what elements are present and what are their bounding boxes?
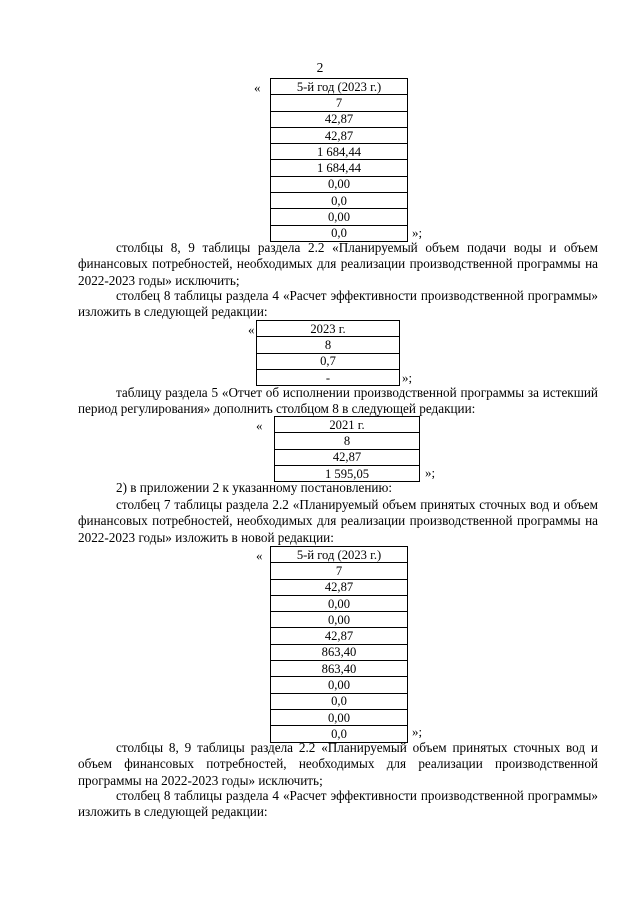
table-cell: 8 <box>275 433 420 449</box>
page-number: 2 <box>316 60 324 75</box>
table-cell: 0,00 <box>271 677 408 693</box>
table-cell: 0,7 <box>257 353 400 369</box>
open-quote: « <box>256 548 263 563</box>
close-quote: »; <box>412 225 423 240</box>
table-water-volume-2023 <box>270 78 408 242</box>
close-quote: »; <box>412 724 423 739</box>
paragraph: столбец 8 таблицы раздела 4 «Расчет эффективности производственной программы» изложить в следующей редакции: <box>78 288 598 320</box>
table-cell: 863,40 <box>271 661 408 677</box>
table-header-cell: 5-й год (2023 г.) <box>271 79 408 95</box>
table-cell: 0,0 <box>271 693 408 709</box>
open-quote: « <box>248 322 255 337</box>
table-cell: 0,00 <box>271 595 408 611</box>
table-cell: - <box>257 369 400 385</box>
open-quote: « <box>254 80 261 95</box>
table-cell: 42,87 <box>271 127 408 143</box>
table-header-cell: 5-й год (2023 г.) <box>271 547 408 563</box>
close-quote: »; <box>402 370 413 385</box>
table-cell: 0,00 <box>271 709 408 725</box>
paragraph: столбец 7 таблицы раздела 2.2 «Планируемый объем принятых сточных вод и объем финансовых потребностей, необходимых для реализации производственной программы на 2022-2023 годы» изложить в новой редакции: <box>78 497 598 545</box>
table-cell: 7 <box>271 95 408 111</box>
table-cell: 1 684,44 <box>271 160 408 176</box>
table-cell: 0,0 <box>271 225 408 241</box>
table-cell: 42,87 <box>271 111 408 127</box>
table-cell: 7 <box>271 563 408 579</box>
table-cell: 0,00 <box>271 612 408 628</box>
paragraph: столбцы 8, 9 таблицы раздела 2.2 «Планируемый объем подачи воды и объем финансовых потребностей, необходимых для реализации производственной программы на 2022-2023 годы» исключить; <box>78 240 598 288</box>
table-cell: 0,0 <box>271 726 408 742</box>
paragraph: столбец 8 таблицы раздела 4 «Расчет эффективности производственной программы» изложить в следующей редакции: <box>78 788 598 820</box>
open-quote: « <box>256 418 263 433</box>
table-wastewater-volume-2023 <box>270 546 408 743</box>
paragraph: столбцы 8, 9 таблицы раздела 2.2 «Планируемый объем принятых сточных вод и объем финансовых потребностей, необходимых для реализации производственной программы на 2022-2023 годы» исключить; <box>78 740 598 788</box>
table-cell: 42,87 <box>271 579 408 595</box>
table-header-cell: 2021 г. <box>275 417 420 433</box>
table-cell: 42,87 <box>275 449 420 465</box>
table-cell: 0,0 <box>271 193 408 209</box>
table-cell: 42,87 <box>271 628 408 644</box>
paragraph: 2) в приложении 2 к указанному постановлению: <box>116 480 393 495</box>
table-header-cell: 2023 г. <box>257 321 400 337</box>
table-cell: 0,00 <box>271 209 408 225</box>
table-cell: 0,00 <box>271 176 408 192</box>
table-cell: 863,40 <box>271 644 408 660</box>
table-cell: 1 595,05 <box>275 465 420 481</box>
table-cell: 8 <box>257 337 400 353</box>
paragraph: таблицу раздела 5 «Отчет об исполнении производственной программы за истекший период регулирования» дополнить столбцом 8 в следующей редакции: <box>78 385 598 417</box>
table-report-2021 <box>274 416 420 482</box>
table-cell: 1 684,44 <box>271 144 408 160</box>
close-quote: »; <box>425 465 436 480</box>
table-efficiency-2023 <box>256 320 400 386</box>
